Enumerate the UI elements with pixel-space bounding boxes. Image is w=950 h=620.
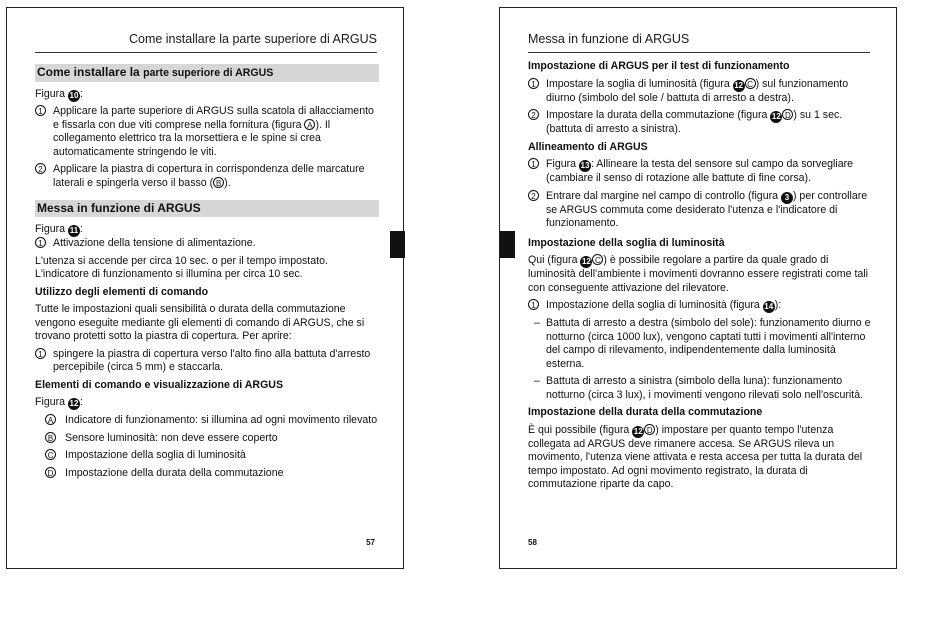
element-text: Impostazione della soglia di luminosità <box>65 449 246 461</box>
subheading: Allineamento di ARGUS <box>528 140 648 153</box>
step-text-end: ). Il collegamento elettrico tra la morsettiera e le spine si crea automaticamente stringendo le viti. <box>53 118 331 158</box>
running-header: Come installare la parte superiore di ARGUS <box>128 32 377 46</box>
letter-circle: A <box>304 119 315 130</box>
figure-number-badge: 12 <box>734 80 744 90</box>
align-step-2 <box>528 190 872 231</box>
section-band-install <box>35 64 379 82</box>
paragraph-text: È qui possibile (figura <box>528 423 633 436</box>
elements-list <box>35 414 379 480</box>
start-step-1 <box>35 237 379 251</box>
dash-bullet: – <box>534 375 540 387</box>
header-rule <box>528 52 870 53</box>
page-number: 58 <box>528 538 537 547</box>
step-text: Attivazione della tensione di alimentazione. <box>53 237 256 249</box>
subheading: Impostazione della soglia di luminosità <box>528 236 725 249</box>
figure-number-badge: 12 <box>581 257 591 266</box>
step-text: spingere la piastra di copertura verso l'alto fino alla battuta d'arresto percepibile (circa 5 mm) e staccarla. <box>53 347 371 373</box>
step-text: Impostare la soglia di luminosità (figura <box>546 77 733 90</box>
step-text: Impostazione della soglia di luminosità (figura <box>546 299 763 311</box>
install-step-2 <box>35 163 379 190</box>
element-item <box>45 467 379 481</box>
dash-text: Battuta di arresto a sinistra (simbolo della luna): funzionamento notturno (circa 3 lux), i movimenti vengono rilevati solo nell'oscurità. <box>546 375 864 401</box>
step-text-end: ) su 1 sec. (battuta di arresto a sinistra). <box>546 109 843 135</box>
step-number-circle: 1 <box>528 158 539 169</box>
element-text: Sensore luminosità: non deve essere coperto <box>65 431 278 444</box>
band-subtitle: parte superiore di ARGUS <box>143 67 274 79</box>
figure-number-badge: 11 <box>69 226 79 235</box>
subheading: Elementi di comando e visualizzazione di ARGUS <box>35 378 284 391</box>
figure-label: Figura <box>35 88 66 100</box>
figure-number-badge: 12 <box>771 112 781 121</box>
step-text: Applicare la piastra di copertura in corrispondenza delle marcature laterali e spingerla verso il basso ( <box>53 163 365 189</box>
paragraph <box>528 424 872 492</box>
figure-number-badge: 14 <box>764 302 774 311</box>
section-band-start: Messa in funzione di ARGUS <box>35 200 379 217</box>
figure-label: Figura <box>35 223 66 235</box>
paragraph <box>528 254 872 295</box>
band-title: Come installare la <box>37 65 140 79</box>
step-number-circle: 1 <box>35 348 46 359</box>
step-text-end: ): <box>774 299 782 311</box>
figure-label: Figura <box>35 396 66 408</box>
letter-circle: D <box>45 467 56 478</box>
page-57 <box>6 7 404 569</box>
install-step-1 <box>35 105 379 159</box>
align-step-1 <box>528 158 872 186</box>
element-item <box>45 432 379 446</box>
paragraph: L'utenza si accende per circa 10 sec. o per il tempo impostato. L'indicatore di funzionamento si illumina per circa 10 sec. <box>35 254 328 280</box>
page-number: 57 <box>366 538 375 547</box>
threshold-step-1 <box>528 299 872 313</box>
test-step-1 <box>528 78 872 106</box>
step-number-circle: 2 <box>528 190 539 201</box>
test-step-2 <box>528 109 872 137</box>
dash-item <box>528 317 872 371</box>
figure-ref: Figura 11 : <box>35 223 83 235</box>
letter-circle: B <box>213 177 224 188</box>
subheading: Impostazione della durata della commutazione <box>528 406 763 418</box>
letter-circle: C <box>592 254 603 265</box>
dash-item <box>528 375 872 402</box>
figure-number-badge: 12 <box>633 426 643 436</box>
figure-number-badge: 10 <box>69 91 79 100</box>
figure-number-badge: 12 <box>69 399 79 408</box>
dash-text: Battuta di arresto a destra (simbolo del sole): funzionamento diurno e notturno (circa 1000 lux), vengono captati tutti i movimenti all'interno del campo di rilevamento, indipendentemente dalla luminosità esterna. <box>546 317 871 370</box>
step-text: Impostare la durata della commutazione (figura <box>546 109 771 121</box>
letter-circle: A <box>45 414 56 425</box>
step-number-circle: 1 <box>35 237 46 248</box>
step-text-end: ) per controllare se ARGUS commuta come desiderato l'utenza e l'indicatore di funzionamento. <box>546 189 868 229</box>
letter-circle: C <box>45 449 56 460</box>
element-item <box>45 449 379 463</box>
step-text-end: : Allineare la testa del sensore sul campo da sorvegliare (cambiare il senso di rotazione alle battute di fine corsa). <box>546 158 854 184</box>
figure-ref: Figura 10 : <box>35 88 83 100</box>
step-number-circle: 2 <box>528 109 539 120</box>
element-text: Indicatore di funzionamento: si illumina ad ogni movimento rilevato <box>65 414 378 426</box>
dash-bullet: – <box>534 317 540 329</box>
step-number-circle: 2 <box>35 163 46 174</box>
step-text: Figura <box>546 158 579 170</box>
step-text: Entrare dal margine nel campo di controllo (figura <box>546 189 781 202</box>
paragraph-text-end: ) impostare per quanto tempo l'utenza collegata ad ARGUS deve rimanere accesa. Se ARGUS rileva un movimento, l'utenza viene attivata e resta accesa per tutta la durata del tempo impostato. Ad ogni movimento registrato, la durata di commutazione riparte da capo. <box>528 423 863 490</box>
paragraph: Tutte le impostazioni quali sensibilità o durata della commutazione vengono eseguite mediante gli elementi di comando di ARGUS, che si trovano protetti sotto la piastra di copertura. Per aprire: <box>35 303 365 342</box>
right-content <box>528 60 872 492</box>
subheading: Impostazione di ARGUS per il test di funzionamento <box>528 60 790 72</box>
thumb-index-tab <box>390 231 405 258</box>
figure-number-badge: 3 <box>781 192 793 204</box>
letter-circle: C <box>745 78 756 89</box>
letter-circle: D <box>644 424 655 435</box>
paragraph-text: Qui (figura <box>528 254 581 266</box>
page-58 <box>499 7 897 569</box>
subheading: Utilizzo degli elementi di comando <box>35 285 209 298</box>
paragraph-text-end: ) è possibile regolare a partire da quale grado di luminosità dell'ambiente i movimenti dovranno essere registrati come tali con conseguente attivazione del rilevatore. <box>528 254 868 294</box>
letter-circle: D <box>782 109 793 120</box>
element-item <box>45 414 379 428</box>
thumb-index-tab <box>500 231 515 258</box>
running-header: Messa in funzione di ARGUS <box>528 32 690 46</box>
open-step-1 <box>35 348 379 375</box>
element-text: Impostazione della durata della commutazione <box>65 466 284 479</box>
header-rule <box>35 52 377 53</box>
step-text: Applicare la parte superiore di ARGUS sulla scatola di allacciamento e fissarla con due viti comprese nella fornitura (figura <box>53 105 374 131</box>
step-number-circle: 1 <box>528 78 539 89</box>
letter-circle: B <box>45 432 56 443</box>
step-text-end: ). <box>224 176 231 189</box>
left-content <box>35 64 379 480</box>
step-number-circle: 1 <box>35 105 46 116</box>
figure-number-badge: 13 <box>580 161 590 170</box>
figure-ref: Figura 12 : <box>35 396 83 408</box>
step-number-circle: 1 <box>528 299 539 310</box>
step-text-end: ) sul funzionamento diurno (simbolo del sole / battuta di arresto a destra). <box>546 77 849 104</box>
